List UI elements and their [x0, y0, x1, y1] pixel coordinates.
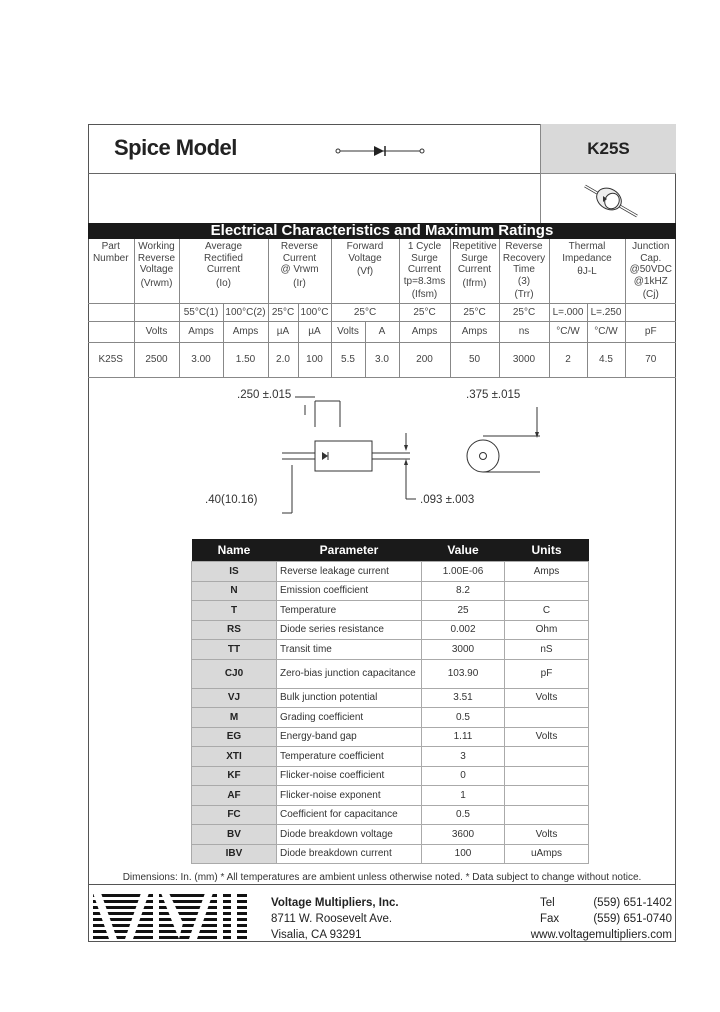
spec-unit: pF [625, 322, 676, 343]
company-address [271, 895, 399, 943]
spec-condition: L=.000 [549, 304, 587, 322]
fax-number: (559) 651-0740 [593, 913, 672, 925]
param-description: Zero-bias junction capacitance [277, 659, 422, 688]
params-header: Parameter [277, 539, 422, 562]
param-description: Reverse leakage current [277, 562, 422, 582]
spec-header-symbol: (Io) [216, 277, 231, 289]
spec-value: K25S [88, 343, 134, 378]
part-number-header: K25S [540, 124, 676, 174]
param-description: Temperature coefficient [277, 747, 422, 767]
params-header: Value [422, 539, 505, 562]
param-name: KF [192, 766, 277, 786]
params-row [192, 766, 589, 786]
package-icon [541, 174, 677, 224]
spec-condition: L=.250 [587, 304, 625, 322]
company-name: Voltage Multipliers, Inc. [271, 897, 399, 909]
spec-header [134, 239, 179, 304]
spec-values-row [88, 343, 676, 378]
spec-value: 3000 [499, 343, 549, 378]
spec-value: 70 [625, 343, 676, 378]
spec-header-label: Average Rectified Current [204, 241, 243, 275]
spec-condition [88, 304, 134, 322]
param-value: 3600 [422, 825, 505, 845]
spec-header-label: Thermal Impedance [562, 241, 612, 264]
param-value: 100 [422, 844, 505, 864]
params-row [192, 825, 589, 845]
param-units: nS [505, 640, 589, 660]
params-header: Units [505, 539, 589, 562]
spec-header [625, 239, 676, 304]
spec-unit: Volts [331, 322, 365, 343]
spec-value: 200 [399, 343, 450, 378]
spec-header-label: Part Number [92, 241, 129, 264]
spec-unit: A [365, 322, 399, 343]
param-value: 1.00E-06 [422, 562, 505, 582]
spice-params-table [191, 539, 589, 864]
param-value: 103.90 [422, 659, 505, 688]
spec-units-row [88, 322, 676, 343]
spec-condition: 25°C [331, 304, 399, 322]
spec-header-symbol: (Cj) [642, 289, 659, 300]
contact-labels [540, 895, 559, 927]
param-description: Flicker-noise coefficient [277, 766, 422, 786]
param-description: Grading coefficient [277, 708, 422, 728]
params-row [192, 659, 589, 688]
param-description: Diode breakdown current [277, 844, 422, 864]
dim-body-length: .250 ±.015 [237, 389, 292, 401]
param-units: Volts [505, 727, 589, 747]
spec-value: 3.00 [179, 343, 223, 378]
spec-unit: Amps [179, 322, 223, 343]
spec-header [499, 239, 549, 304]
spec-header-symbol: (Ifrm) [462, 277, 487, 289]
param-value: 8.2 [422, 581, 505, 601]
tel-label: Tel [540, 897, 555, 909]
spec-header [268, 239, 331, 304]
footer-divider [88, 884, 676, 885]
param-name: BV [192, 825, 277, 845]
param-description: Energy-band gap [277, 727, 422, 747]
section-title: Electrical Characteristics and Maximum Ratings [88, 223, 676, 239]
spec-unit: µA [268, 322, 298, 343]
spec-value: 50 [450, 343, 499, 378]
param-units: Volts [505, 825, 589, 845]
param-units [505, 805, 589, 825]
dimension-drawing [200, 395, 560, 520]
dim-body-diameter: .375 ±.015 [466, 389, 521, 401]
param-description: Bulk junction potential [277, 688, 422, 708]
spec-unit: µA [298, 322, 331, 343]
param-units: uAmps [505, 844, 589, 864]
param-units [505, 708, 589, 728]
param-name: IS [192, 562, 277, 582]
param-description: Diode breakdown voltage [277, 825, 422, 845]
tel-number: (559) 651-1402 [593, 897, 672, 909]
param-units: pF [505, 659, 589, 688]
spec-condition: 25°C [499, 304, 549, 322]
spec-header-label: Reverse Recovery Time (3) [502, 241, 546, 287]
spec-condition [134, 304, 179, 322]
param-name: AF [192, 786, 277, 806]
spec-value: 2 [549, 343, 587, 378]
param-value: 3 [422, 747, 505, 767]
param-value: 1 [422, 786, 505, 806]
param-description: Emission coefficient [277, 581, 422, 601]
dim-lead-length: .40(10.16) [205, 494, 258, 506]
footnote: Dimensions: In. (mm) * All temperatures are ambient unless otherwise noted. * Data subject to change without notice. [122, 872, 642, 883]
params-row [192, 727, 589, 747]
spec-value: 5.5 [331, 343, 365, 378]
param-value: 0 [422, 766, 505, 786]
params-header-row [192, 539, 589, 562]
fax-label: Fax [540, 913, 560, 925]
spec-unit: °C/W [549, 322, 587, 343]
param-name: N [192, 581, 277, 601]
param-units: Amps [505, 562, 589, 582]
spec-header-symbol: θJ-L [577, 266, 597, 277]
param-value: 1.11 [422, 727, 505, 747]
spec-unit: Amps [450, 322, 499, 343]
diode-symbol-icon [334, 144, 426, 158]
param-name: VJ [192, 688, 277, 708]
website-link[interactable]: www.voltagemultipliers.com [530, 929, 672, 941]
param-description: Coefficient for capacitance [277, 805, 422, 825]
param-value: 3000 [422, 640, 505, 660]
params-row [192, 581, 589, 601]
spec-unit: ns [499, 322, 549, 343]
package-illustration [540, 174, 676, 224]
spec-condition: 100°C(2) [223, 304, 268, 322]
spec-value: 2500 [134, 343, 179, 378]
param-name: M [192, 708, 277, 728]
spec-condition [625, 304, 676, 322]
spec-value: 3.0 [365, 343, 399, 378]
param-value: 0.5 [422, 805, 505, 825]
params-row [192, 688, 589, 708]
company-street: 8711 W. Roosevelt Ave. [271, 913, 393, 925]
param-description: Transit time [277, 640, 422, 660]
params-row [192, 708, 589, 728]
spec-unit: °C/W [587, 322, 625, 343]
spec-unit [88, 322, 134, 343]
param-units: C [505, 601, 589, 621]
param-name: IBV [192, 844, 277, 864]
spec-unit: Amps [399, 322, 450, 343]
param-units [505, 581, 589, 601]
spec-header-label: 1 Cycle Surge Current tp=8.3ms [403, 241, 446, 287]
params-row [192, 620, 589, 640]
spec-header-symbol: (Trr) [514, 289, 534, 300]
params-row [192, 805, 589, 825]
spec-header-symbol: (Vrwm) [140, 277, 173, 289]
spec-header [549, 239, 625, 304]
spec-condition: 25°C [450, 304, 499, 322]
params-row [192, 601, 589, 621]
param-units [505, 747, 589, 767]
params-row [192, 640, 589, 660]
spec-header [331, 239, 399, 304]
param-name: RS [192, 620, 277, 640]
param-name: TT [192, 640, 277, 660]
spec-header-row [88, 239, 676, 304]
param-name: T [192, 601, 277, 621]
param-units: Volts [505, 688, 589, 708]
vmi-logo [93, 893, 253, 939]
param-value: 0.002 [422, 620, 505, 640]
spec-header-label: Reverse Current @ Vrwm [280, 241, 319, 275]
param-name: CJ0 [192, 659, 277, 688]
param-value: 25 [422, 601, 505, 621]
spec-condition: 55°C(1) [179, 304, 223, 322]
spec-header-symbol: (Ir) [293, 277, 306, 289]
param-units: Ohm [505, 620, 589, 640]
param-units [505, 786, 589, 806]
spec-header-label: Forward Voltage [346, 241, 384, 264]
param-units [505, 766, 589, 786]
spec-value: 1.50 [223, 343, 268, 378]
param-name: EG [192, 727, 277, 747]
spec-conditions-row [88, 304, 676, 322]
param-description: Diode series resistance [277, 620, 422, 640]
params-row [192, 747, 589, 767]
page-title: Spice Model [114, 135, 237, 160]
spec-header [450, 239, 499, 304]
params-row [192, 562, 589, 582]
param-value: 0.5 [422, 708, 505, 728]
params-row [192, 786, 589, 806]
spec-unit: Amps [223, 322, 268, 343]
params-header: Name [192, 539, 277, 562]
spec-value: 4.5 [587, 343, 625, 378]
param-name: XTI [192, 747, 277, 767]
electrical-spec-table [88, 239, 676, 378]
spec-header [399, 239, 450, 304]
spec-value: 2.0 [268, 343, 298, 378]
param-description: Temperature [277, 601, 422, 621]
dim-lead-diameter: .093 ±.003 [420, 494, 475, 506]
spec-condition: 25°C [399, 304, 450, 322]
spec-header [88, 239, 134, 304]
spec-unit: Volts [134, 322, 179, 343]
spec-header-label: Working Reverse Voltage [137, 241, 176, 275]
param-name: FC [192, 805, 277, 825]
spec-condition: 100°C [298, 304, 331, 322]
spec-header-symbol: (Ifsm) [411, 289, 438, 300]
params-row [192, 844, 589, 864]
param-description: Flicker-noise exponent [277, 786, 422, 806]
spec-condition: 25°C [268, 304, 298, 322]
contact-values [560, 895, 672, 927]
spec-header-label: Junction Cap. @50VDC @1kHZ [629, 241, 672, 287]
spec-header-label: Repetitive Surge Current [452, 241, 497, 275]
company-city: Visalia, CA 93291 [271, 929, 362, 941]
spec-value: 100 [298, 343, 331, 378]
spec-header [179, 239, 268, 304]
param-value: 3.51 [422, 688, 505, 708]
spec-header-symbol: (Vf) [356, 266, 374, 277]
